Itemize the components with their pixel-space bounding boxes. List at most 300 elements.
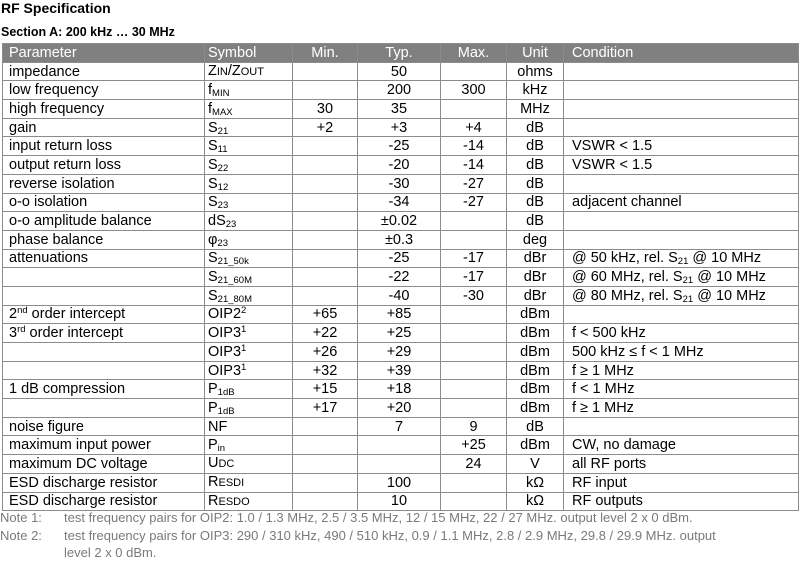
note-label: Note 1:	[0, 510, 42, 525]
typ-value: +25	[386, 325, 412, 342]
condition-text: VSWR < 1.5	[572, 138, 653, 155]
typ-value: 50	[390, 63, 408, 80]
typ-cell	[358, 399, 441, 418]
unit-value: dBm	[520, 381, 550, 398]
min-value: +32	[312, 362, 338, 379]
condition-text: f ≥ 1 MHz	[572, 399, 634, 416]
unit-cell	[507, 268, 564, 287]
symbol-text: S	[208, 269, 218, 286]
unit-value: dBr	[523, 269, 547, 286]
typ-value: 100	[386, 474, 412, 491]
max-cell	[441, 156, 507, 175]
unit-cell	[507, 81, 564, 100]
condition-cell	[564, 174, 799, 193]
table-row	[3, 436, 799, 455]
symbol-subscript: 1dB	[217, 387, 235, 399]
parameter-text: high frequency	[9, 100, 105, 117]
unit-value: dBr	[523, 287, 547, 304]
min-cell	[293, 436, 358, 455]
min-value: +2	[316, 119, 334, 136]
min-cell	[293, 343, 358, 362]
unit-cell	[507, 473, 564, 492]
parameter-text: output return loss	[9, 156, 122, 173]
typ-value: +3	[390, 119, 408, 136]
unit-value: dBm	[520, 343, 550, 360]
typ-value: -30	[388, 175, 410, 192]
condition-text: @ 10 MHz	[693, 287, 766, 304]
symbol-text: φ	[208, 231, 218, 248]
symbol-text: S	[208, 250, 218, 267]
typ-cell	[358, 286, 441, 305]
note-2-continuation: level 2 x 0 dBm.	[64, 545, 157, 560]
unit-cell	[507, 156, 564, 175]
symbol-text: S	[208, 287, 218, 304]
max-cell	[441, 118, 507, 137]
typ-value: 10	[390, 493, 408, 510]
parameter-cell	[3, 100, 205, 119]
unit-value: dBm	[520, 437, 550, 454]
min-cell	[293, 399, 358, 418]
max-cell	[441, 100, 507, 119]
unit-cell	[507, 343, 564, 362]
max-value: 300	[461, 82, 486, 99]
unit-value: kΩ	[525, 474, 545, 491]
condition-cell	[564, 286, 799, 305]
symbol-small: DC	[218, 458, 235, 471]
condition-cell	[564, 380, 799, 399]
parameter-text: 1 dB compression	[9, 381, 126, 398]
symbol-superscript: 2	[241, 305, 247, 317]
symbol-small: IN	[216, 66, 228, 79]
typ-cell	[358, 193, 441, 212]
parameter-cell	[3, 230, 205, 249]
condition-cell	[564, 193, 799, 212]
condition-text: VSWR < 1.5	[572, 156, 653, 173]
min-cell	[293, 81, 358, 100]
symbol-text: OIP2	[208, 306, 242, 323]
max-cell	[441, 343, 507, 362]
symbol-text: NF	[208, 418, 228, 435]
min-cell	[293, 137, 358, 156]
typ-value: +29	[386, 343, 412, 360]
symbol-cell	[205, 230, 293, 249]
parameter-superscript: nd	[17, 305, 28, 317]
parameter-cell	[3, 268, 205, 287]
max-value: -27	[463, 175, 484, 192]
condition-cell	[564, 343, 799, 362]
typ-cell	[358, 343, 441, 362]
max-value: 24	[465, 455, 482, 472]
symbol-cell	[205, 174, 293, 193]
unit-cell	[507, 193, 564, 212]
table-row	[3, 455, 799, 474]
header-unit: Unit	[507, 44, 564, 63]
symbol-text: R	[208, 474, 219, 491]
symbol-text: dS	[208, 213, 226, 230]
symbol-text: S	[208, 119, 218, 136]
unit-cell	[507, 212, 564, 231]
min-value: 30	[316, 100, 334, 117]
symbol-text: P	[208, 381, 218, 398]
symbol-cell	[205, 492, 293, 511]
condition-text: all RF ports	[572, 455, 647, 472]
unit-value: dB	[526, 138, 544, 155]
typ-cell	[358, 137, 441, 156]
typ-cell	[358, 62, 441, 81]
symbol-text: R	[208, 492, 219, 509]
symbol-cell	[205, 324, 293, 343]
table-row	[3, 305, 799, 324]
symbol-text: OIP3	[208, 325, 242, 342]
parameter-cell	[3, 343, 205, 362]
min-cell	[293, 417, 358, 436]
table-row	[3, 286, 799, 305]
unit-cell	[507, 118, 564, 137]
unit-value: dB	[526, 418, 544, 435]
typ-cell	[358, 212, 441, 231]
symbol-subscript: 22	[217, 162, 229, 174]
condition-cell	[564, 156, 799, 175]
condition-text: RF input	[572, 474, 627, 491]
typ-cell	[358, 118, 441, 137]
min-value: +15	[312, 381, 338, 398]
min-cell	[293, 100, 358, 119]
symbol-cell	[205, 361, 293, 380]
typ-value: -34	[388, 194, 410, 211]
condition-text: RF outputs	[572, 493, 643, 510]
max-cell	[441, 137, 507, 156]
max-cell	[441, 324, 507, 343]
unit-cell	[507, 361, 564, 380]
section-title: Section A: 200 kHz … 30 MHz	[1, 25, 175, 39]
unit-cell	[507, 249, 564, 268]
typ-value: ±0.02	[380, 213, 418, 230]
header-max: Max.	[441, 44, 507, 63]
parameter-cell	[3, 492, 205, 511]
max-cell	[441, 230, 507, 249]
symbol-text: S	[208, 175, 218, 192]
unit-value: ohms	[517, 63, 553, 80]
unit-cell	[507, 286, 564, 305]
max-cell	[441, 380, 507, 399]
parameter-cell	[3, 174, 205, 193]
min-value: +26	[312, 343, 338, 360]
max-cell	[441, 305, 507, 324]
unit-value: dB	[526, 213, 544, 230]
condition-cell	[564, 100, 799, 119]
parameter-superscript: rd	[17, 324, 26, 336]
typ-cell	[358, 249, 441, 268]
page-title: RF Specification	[1, 0, 111, 16]
condition-cell	[564, 492, 799, 511]
condition-cell	[564, 455, 799, 474]
typ-cell	[358, 100, 441, 119]
parameter-cell	[3, 305, 205, 324]
parameter-text: order intercept	[27, 306, 126, 323]
typ-cell	[358, 473, 441, 492]
condition-subscript: 21	[682, 293, 694, 305]
symbol-superscript: 1	[241, 342, 247, 354]
symbol-cell	[205, 455, 293, 474]
min-value: +22	[312, 325, 338, 342]
condition-cell	[564, 436, 799, 455]
min-value: +65	[312, 306, 338, 323]
symbol-subscript: 21_50k	[217, 256, 249, 268]
table-row	[3, 361, 799, 380]
parameter-cell	[3, 156, 205, 175]
max-cell	[441, 417, 507, 436]
typ-cell	[358, 81, 441, 100]
parameter-cell	[3, 137, 205, 156]
symbol-small: OUT	[240, 66, 264, 79]
max-cell	[441, 399, 507, 418]
condition-text: @ 10 MHz	[688, 250, 762, 267]
symbol-cell	[205, 212, 293, 231]
typ-cell	[358, 174, 441, 193]
table-row	[3, 137, 799, 156]
max-cell	[441, 81, 507, 100]
parameter-text: 2	[9, 306, 18, 323]
symbol-subscript: MAX	[212, 106, 233, 118]
min-value: +17	[312, 399, 338, 416]
unit-cell	[507, 455, 564, 474]
unit-value: deg	[522, 231, 548, 248]
min-cell	[293, 174, 358, 193]
symbol-cell	[205, 249, 293, 268]
unit-value: dB	[526, 194, 544, 211]
note-label: Note 2:	[0, 527, 42, 543]
unit-value: V	[530, 455, 540, 472]
table-row	[3, 473, 799, 492]
symbol-text: /Z	[227, 63, 241, 80]
max-value: -17	[463, 250, 484, 267]
symbol-cell	[205, 100, 293, 119]
parameter-cell	[3, 417, 205, 436]
parameter-text: impedance	[9, 63, 80, 80]
max-value: -17	[463, 269, 484, 286]
parameter-text: phase balance	[9, 231, 104, 248]
typ-cell	[358, 305, 441, 324]
condition-cell	[564, 361, 799, 380]
note-text: test frequency pairs for OIP2: 1.0 / 1.3 MHz, 2.5 / 3.5 MHz, 12 / 15 MHz, 22 / 27 MHz. output level 2 x 0 dBm.	[64, 510, 693, 525]
symbol-subscript: 21	[217, 125, 229, 137]
unit-cell	[507, 436, 564, 455]
symbol-text: S	[208, 156, 218, 173]
max-cell	[441, 268, 507, 287]
max-cell	[441, 193, 507, 212]
condition-subscript: 21	[677, 256, 689, 268]
min-cell	[293, 455, 358, 474]
parameter-text: o-o isolation	[9, 194, 88, 211]
unit-cell	[507, 230, 564, 249]
condition-cell	[564, 324, 799, 343]
table-row	[3, 174, 799, 193]
unit-cell	[507, 380, 564, 399]
condition-text: CW, no damage	[572, 437, 676, 454]
table-row	[3, 212, 799, 231]
condition-text: @ 10 MHz	[693, 269, 766, 286]
max-cell	[441, 249, 507, 268]
parameter-text: ESD discharge resistor	[9, 474, 158, 491]
condition-cell	[564, 230, 799, 249]
table-row	[3, 62, 799, 81]
parameter-cell	[3, 118, 205, 137]
table-row	[3, 193, 799, 212]
max-cell	[441, 361, 507, 380]
symbol-text: U	[208, 455, 219, 472]
symbol-cell	[205, 380, 293, 399]
note-text: test frequency pairs for OIP3: 290 / 310 kHz, 490 / 510 kHz, 0.9 / 1.1 MHz, 2.8 / 2.9 MHz, 29.8 / 29.9 MHz. output	[64, 527, 716, 543]
condition-cell	[564, 118, 799, 137]
unit-cell	[507, 305, 564, 324]
condition-cell	[564, 62, 799, 81]
typ-value: ±0.3	[384, 231, 414, 248]
condition-cell	[564, 249, 799, 268]
max-value: +25	[461, 437, 486, 454]
parameter-cell	[3, 286, 205, 305]
rf-spec-table	[2, 43, 799, 511]
max-cell	[441, 455, 507, 474]
unit-value: kΩ	[525, 493, 545, 510]
unit-cell	[507, 399, 564, 418]
condition-cell	[564, 399, 799, 418]
parameter-text: o-o amplitude balance	[9, 213, 152, 230]
symbol-superscript: 1	[241, 361, 247, 373]
symbol-text: S	[208, 194, 218, 211]
parameter-text: noise figure	[9, 418, 84, 435]
parameter-cell	[3, 361, 205, 380]
condition-cell	[564, 473, 799, 492]
symbol-cell	[205, 81, 293, 100]
table-header-row	[3, 44, 799, 63]
symbol-subscript: 12	[217, 181, 229, 193]
table-row	[3, 417, 799, 436]
unit-cell	[507, 100, 564, 119]
parameter-text: maximum DC voltage	[9, 455, 148, 472]
min-cell	[293, 380, 358, 399]
symbol-subscript: in	[217, 443, 226, 455]
max-cell	[441, 492, 507, 511]
typ-cell	[358, 361, 441, 380]
typ-value: 35	[390, 100, 408, 117]
parameter-cell	[3, 473, 205, 492]
parameter-cell	[3, 455, 205, 474]
max-cell	[441, 62, 507, 81]
unit-cell	[507, 174, 564, 193]
symbol-cell	[205, 343, 293, 362]
condition-text: f ≥ 1 MHz	[572, 362, 634, 379]
typ-cell	[358, 156, 441, 175]
header-condition: Condition	[564, 44, 799, 63]
unit-value: dBm	[520, 399, 550, 416]
symbol-text: OIP3	[208, 343, 242, 360]
unit-value: dBm	[520, 325, 550, 342]
symbol-cell	[205, 286, 293, 305]
symbol-cell	[205, 473, 293, 492]
parameter-cell	[3, 212, 205, 231]
typ-cell	[358, 230, 441, 249]
parameter-text: maximum input power	[9, 437, 151, 454]
symbol-subscript: 1dB	[217, 405, 235, 417]
table-row	[3, 118, 799, 137]
min-cell	[293, 268, 358, 287]
typ-value: -20	[388, 156, 410, 173]
max-cell	[441, 212, 507, 231]
symbol-cell	[205, 399, 293, 418]
condition-cell	[564, 212, 799, 231]
symbol-subscript: 11	[217, 144, 228, 156]
condition-cell	[564, 268, 799, 287]
table-row	[3, 81, 799, 100]
symbol-cell	[205, 417, 293, 436]
symbol-cell	[205, 193, 293, 212]
table-row	[3, 230, 799, 249]
symbol-text: f	[208, 100, 213, 117]
condition-subscript: 21	[682, 275, 694, 287]
unit-value: dBr	[523, 250, 547, 267]
unit-cell	[507, 137, 564, 156]
min-cell	[293, 249, 358, 268]
max-cell	[441, 436, 507, 455]
parameter-cell	[3, 62, 205, 81]
typ-value: -40	[388, 287, 410, 304]
header-parameter: Parameter	[3, 44, 205, 63]
typ-value: +39	[386, 362, 412, 379]
unit-cell	[507, 417, 564, 436]
unit-cell	[507, 62, 564, 81]
condition-cell	[564, 81, 799, 100]
typ-cell	[358, 492, 441, 511]
table-row	[3, 156, 799, 175]
min-cell	[293, 473, 358, 492]
symbol-superscript: 1	[241, 324, 247, 336]
unit-cell	[507, 492, 564, 511]
condition-text: adjacent channel	[572, 194, 682, 211]
unit-value: kHz	[522, 82, 548, 99]
symbol-text: Z	[208, 63, 217, 80]
symbol-small: ESDO	[218, 495, 250, 508]
table-row	[3, 380, 799, 399]
parameter-text: reverse isolation	[9, 175, 115, 192]
symbol-subscript: 23	[225, 219, 237, 231]
typ-value: -25	[388, 138, 410, 155]
symbol-subscript: 23	[217, 200, 229, 212]
min-cell	[293, 62, 358, 81]
symbol-subscript: 23	[217, 237, 228, 249]
min-cell	[293, 212, 358, 231]
note-1	[0, 509, 800, 527]
parameter-text: order intercept	[25, 325, 124, 342]
min-cell	[293, 305, 358, 324]
min-cell	[293, 118, 358, 137]
header-min: Min.	[293, 44, 358, 63]
notes	[0, 509, 800, 562]
typ-cell	[358, 455, 441, 474]
condition-text: @ 50 kHz, rel. S	[572, 250, 678, 267]
parameter-text: gain	[9, 119, 37, 136]
unit-value: dB	[526, 156, 544, 173]
max-value: 9	[469, 418, 478, 435]
symbol-cell	[205, 62, 293, 81]
symbol-subscript: 21_80M	[217, 293, 253, 305]
symbol-cell	[205, 436, 293, 455]
typ-cell	[358, 380, 441, 399]
typ-value: +20	[386, 399, 412, 416]
min-cell	[293, 324, 358, 343]
typ-value: +18	[386, 381, 412, 398]
max-cell	[441, 473, 507, 492]
symbol-cell	[205, 118, 293, 137]
